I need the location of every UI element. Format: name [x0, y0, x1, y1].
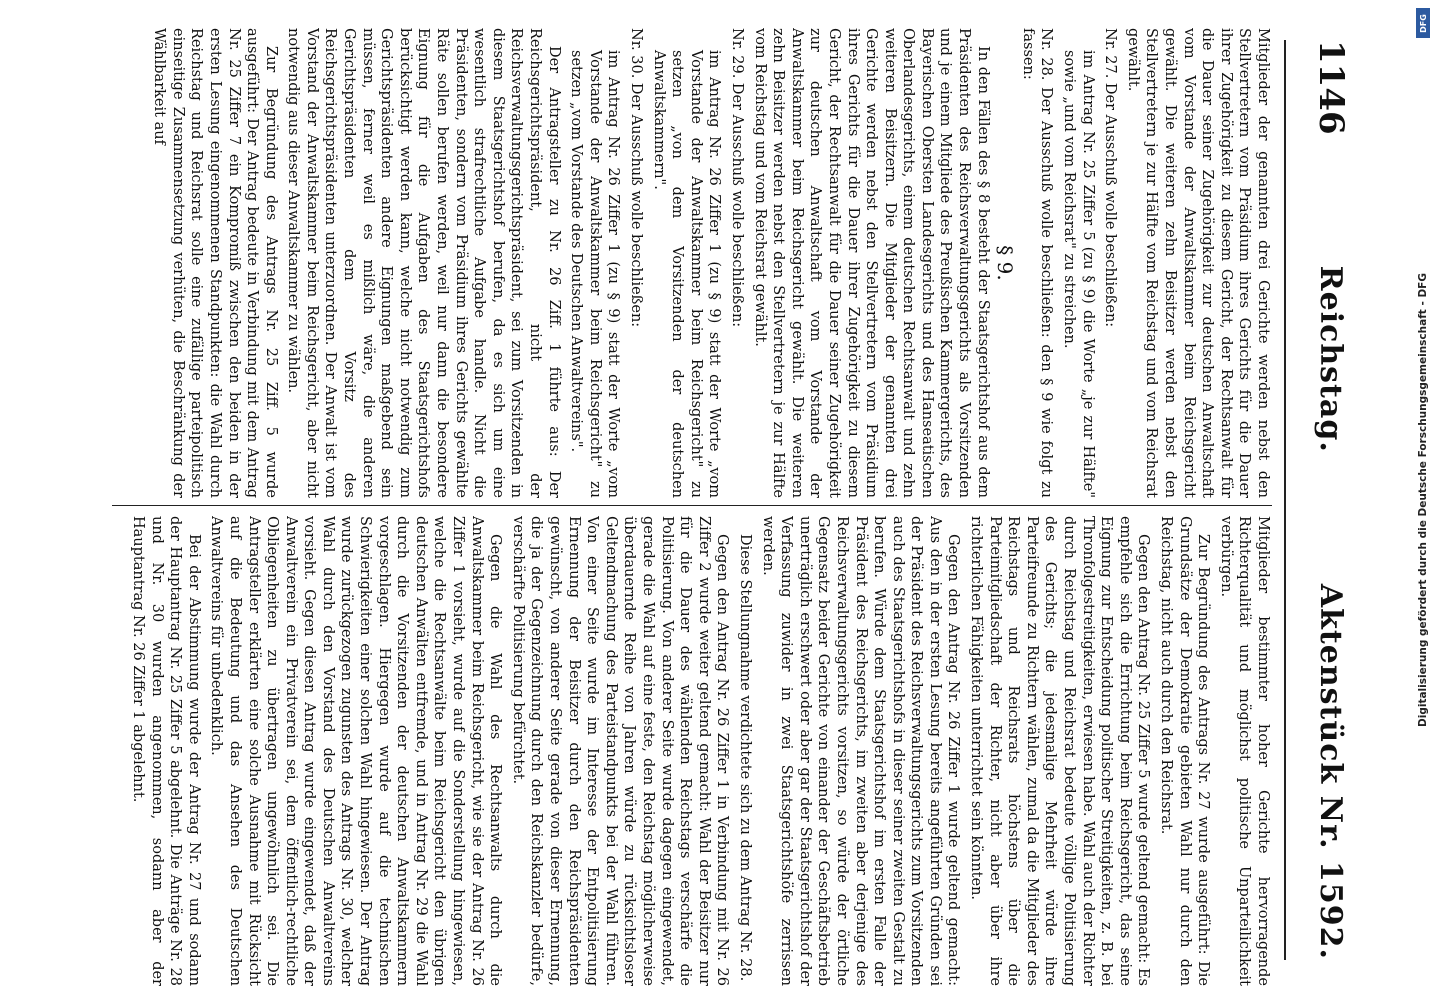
page-number: 1146 — [1311, 40, 1351, 135]
motion-heading: Nr. 28. Der Ausschuß wolle beschließen: den § 9 wie folgt zu fassen: — [1019, 28, 1055, 498]
paragraph: Zur Begründung des Antrags Nr. 27 wurde ausgeführt: Die Grundsätze der Demokratie gebieten Wahl nur durch den Reichstag, nicht auch durch den Reichsrat. — [1158, 516, 1212, 986]
dfg-logo-icon: DFG — [1416, 8, 1430, 38]
paragraph: Gegen den Antrag Nr. 25 Ziffer 5 wurde geltend gemacht: Es empfehle sich die Errichtung beim Reichsgericht, das seine Eignung zur Entscheidung politischer Streitigkeiten, z. B. bei Thronfolgestreitigkeiten, erwiesen habe. Wahl auch der Richter durch Reichstag und Reichsrat bedeute völlige Politisierung des Gerichts; die jedesmalige Mehrheit würde ihre Parteifreunde zu Richtern wählen, zumal da die Mitglieder des Reichstags und Reichsrats höchstens über die Parteimitgliedschaft der Richter, nicht aber über ihre richterlichen Fähigkeiten unterrichtet sein könnten. — [968, 516, 1152, 986]
paragraph: Der Antragsteller zu Nr. 26 Ziff. 1 führte aus: Der Reichsgerichtspräsident, nicht der Reichsverwaltungsgerichtspräsident, sei zum Vorsitzenden in diesem Staatsgerichtshof berufen, da es sich um eine wesentlich strafrechtliche Aufgabe handle. Nicht die Präsidenten, sondern vom Präsidium ihres Gerichts gewählte Räte sollen berufen werden, weil nur dann die besondere Eignung für die Aufgaben des Staatsgerichtshofs berücksichtigt werden kann, welche nicht notwendig zum Gerichtspräsidenten andere Eignungen maßgebend sein müssen, ferner weil es mißlich wäre, die anderen Gerichtspräsidenten dem Vorsitz des Reichsgerichtspräsidenten unterzuordnen. Der Anwalt ist vom Vorstand der Anwaltskammer beim Reichsgericht, aber nicht notwendig aus dieser Anwaltskammer zu wählen. — [285, 28, 562, 498]
paragraph: Gegen den Antrag Nr. 26 Ziffer 1 wurde geltend gemacht: Aus den in der ersten Lesung bereits angeführten Gründen sei der Präsident des Reichsverwaltungsgerichts zum Vorsitzenden auch des Staatsgerichtshofs in dieser seiner zweiten Gestalt zu berufen. Würde dem Staatsgerichtshof im ersten Falle der Präsident des Reichsgerichts, im zweiten aber derjenige des Reichsverwaltungsgerichts vorsitzen, so würde der örtliche Gegensatz beider Gerichte von einander der Geschäftsbetrieb unerträglich erschwert oder aber gar der Staatsgerichtshof der Verfassung zuwider in zwei Staatsgerichtshöfe zerrissen werden. — [759, 516, 962, 986]
paragraph: Diese Stellungnahme verdichtete sich zu dem Antrag Nr. 28. — [736, 534, 753, 982]
paragraph: Mitglieder der genannten drei Gerichte werden nebst den Stellvertretern vom Präsidium ihres Gerichts für die Dauer ihrer Zugehörigkeit zu diesem Gericht, der Rechtsanwalt für die Dauer seiner Zugehörigkeit zur deutschen Anwaltschaft vom Vorstande der Anwaltskammer beim Reichsgericht gewählt. Die weiteren zehn Beisitzer werden nebst den Stellvertretern je zur Hälfte vom Reichstag und vom Reichsrat gewählt. — [1124, 28, 1271, 498]
paragraph: Gegen den Antrag Nr. 26 Ziffer 1 in Verbindung mit Nr. 26 Ziffer 2 wurde weiter geltend gemacht: Wahl der Beisitzer nur für die Dauer des wählenden Reichstags verschärfe die Politisierung. Von anderer Seite wurde dagegen eingewendet, gerade die Wahl auf eine feste, den Reichstag möglicherweise überdauernde Reihe von Jahren würde zu rücksichtsloser Geltendmachung des Parteistandpunkts bei der Wahl führen. Von einer Seite wurde im Interesse der Entpolitisierung Ernennung der Beisitzer durch den Reichspräsidenten gewünscht, von anderer Seite gerade von dieser Ernennung, die ja der Gegenzeichnung durch den Reichskanzler bedürfe, verschärfte Politisierung befürchtet. — [509, 516, 731, 986]
digitization-credit — [1412, 0, 1434, 1000]
motion-heading: Nr. 27. Der Ausschuß wolle beschließen: — [1102, 28, 1119, 328]
paragraph: Zur Begründung des Antrags Nr. 25 Ziff. 5 wurde ausgeführt: Der Antrag bedeute in Verbindung mit dem Antrag Nr. 25 Ziffer 7 ein Kompromiß zwischen den beiden in der ersten Lesung eingenommenen Standpunkten: die Wahl durch Reichstag und Reichsrat solle eine zufällige parteipolitisch einseitige Zusammensetzung verhüten, die Beschränkung der Wählbarkeit auf — [151, 28, 279, 498]
section-heading: § 9. — [993, 245, 1018, 281]
paragraph: Gegen die Wahl des Rechtsanwalts durch die Anwaltskammer beim Reichsgericht, wie sie der Antrag Nr. 26 Ziffer 1 vorsieht, wurde auf die Sonderstellung hingewiesen, welche die Rechtsanwälte beim Reichsgericht den übrigen deutschen Anwälten entfremde, und in Antrag Nr. 29 die Wahl durch die Vorsitzenden der deutschen Anwaltskammern vorgeschlagen. Hiergegen wurde auf die technischen Schwierigkeiten einer solchen Wahl hingewiesen. Der Antrag wurde zurückgezogen zugunsten des Antrags Nr. 30, welcher Wahl durch den Vorstand des Deutschen Anwaltvereins vorsieht. Gegen diesen Antrag wurde eingewendet, daß der Anwaltverein ein Privatverein sei, dem öffentlich-rechtliche Obliegenheiten zu übertragen ungewöhnlich sei. Die Antragsteller erklärten eine solche Ausnahme mit Rücksicht auf die Bedeutung und das Ansehen des Deutschen Anwaltvereins für unbedenklich. — [208, 516, 504, 986]
credit-text: Digitalisierung gefördert durch die Deutsche Forschungsgemeinschaft - DFG — [1417, 273, 1429, 727]
motion-heading: Nr. 30. Der Ausschuß wolle beschließen: — [628, 28, 644, 328]
paragraph: In den Fällen des § 8 besteht der Staatsgerichtshof aus dem Präsidenten des Reichsverwaltungsgerichts als Vorsitzenden und je einem Mitgliede des Preußischen Kammergerichts, des Bayerischen Obersten Landesgerichts und des Hanseatischen Oberlandesgerichts, einem deutschen Rechtsanwalt und zehn weiteren Beisitzern. Die Mitglieder der genannten drei Gerichte werden nebst den Stellvertretern vom Präsidium ihres Gerichts für die Dauer ihrer Zugehörigkeit zu diesem Gericht, der Rechtsanwalt für die Dauer seiner Zugehörigkeit zur deutschen Anwaltschaft vom Vorstande der Anwaltskammer beim Reichsgericht gewählt. Die weiteren zehn Beisitzer werden nebst den Stellvertretern je zur Hälfte vom Reichstag und vom Reichsrat gewählt. — [751, 28, 991, 498]
running-head: Reichstag. — [1313, 265, 1349, 453]
paragraph: Mitglieder bestimmter hoher Gerichte hervorragende Richterqualität und möglichst politische Unparteilichkeit verbürgen. — [1217, 516, 1271, 986]
motion-heading: Nr. 29. Der Ausschuß wolle beschließen: — [728, 28, 745, 328]
page-header — [1284, 40, 1376, 960]
paragraph: im Antrag Nr. 26 Ziffer 1 (zu § 9) statt der Worte „vom Vorstande der Anwaltskammer beim Reichsgericht" zu setzen „von dem Vorsitzenden der deutschen Anwaltskammern". — [650, 50, 723, 498]
left-column — [112, 28, 1272, 498]
paragraph: im Antrag Nr. 26 Ziffer 1 (zu § 9) statt der Worte „vom Vorstande der Anwaltskammer beim Reichsgericht" zu setzen „vom Vorstande des Deutschen Anwaltvereins". — [568, 50, 622, 498]
paragraph: im Antrag Nr. 25 Ziffer 5 (zu § 9) die Worte „je zur Hälfte" sowie „und vom Reichsrat" zu streichen. — [1061, 50, 1096, 498]
column-divider — [112, 505, 1272, 506]
paragraph: Bei der Abstimmung wurde der Antrag Nr. 27 und sodann der Hauptantrag Nr. 25 Ziffer 5 abgelehnt. Die Anträge Nr. 28 und Nr. 30 wurden angenommen, sodann aber der Hauptantrag Nr. 26 Ziffer 1 abgelehnt. — [129, 516, 202, 986]
right-column — [112, 516, 1272, 986]
document-number: Aktenstück Nr. 1592. — [1313, 583, 1349, 960]
